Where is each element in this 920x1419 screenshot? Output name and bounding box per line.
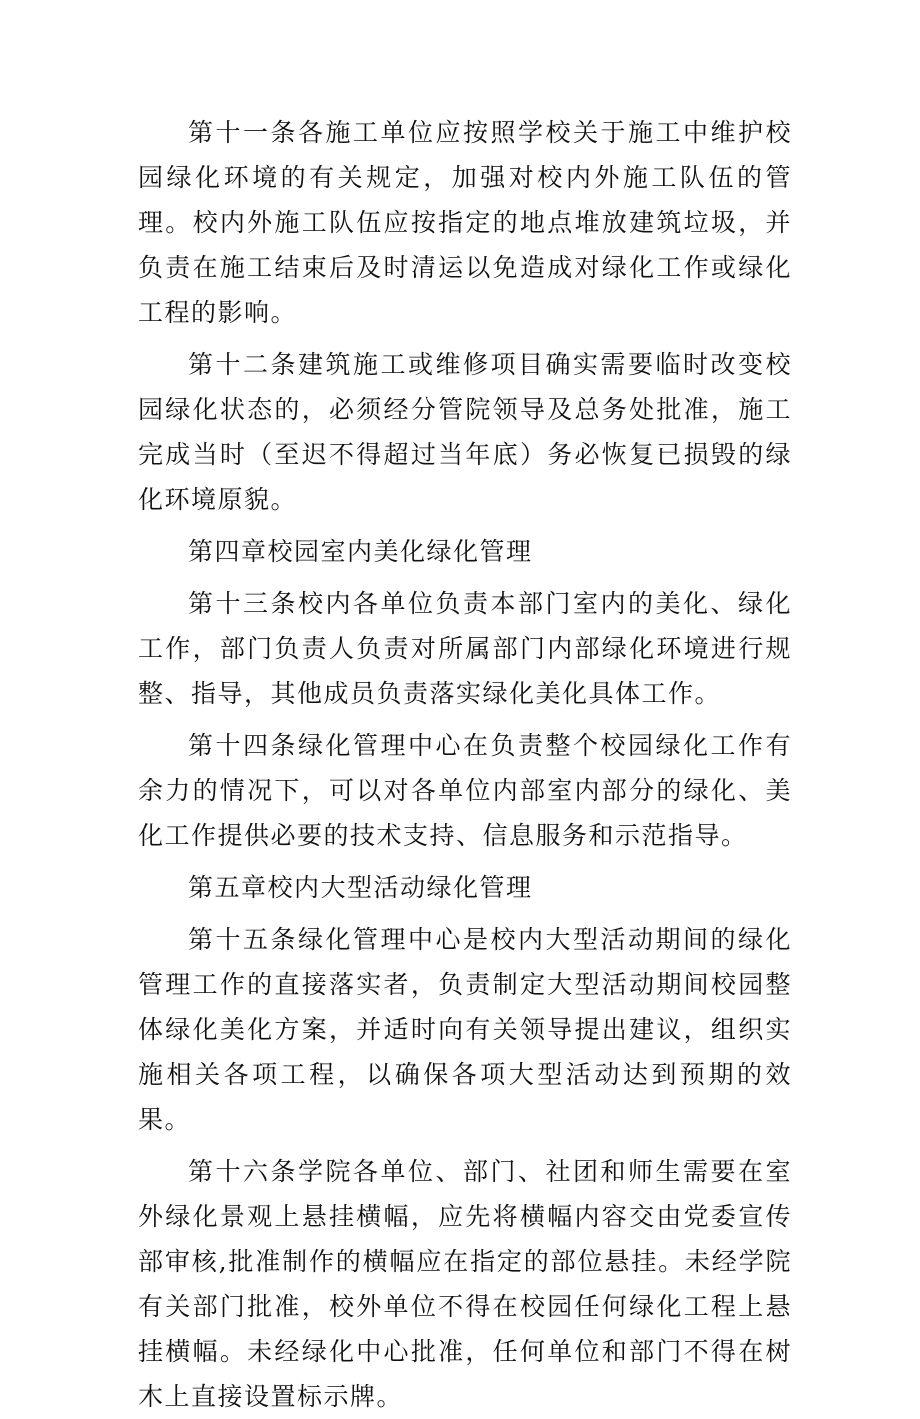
article-12-paragraph: 第十二条建筑施工或维修项目确实需要临时改变校园绿化状态的，必须经分管院领导及总务处批准，施工完成当时（至迟不得超过当年底）务必恢复已损毁的绿化环境原貌。 bbox=[138, 350, 792, 514]
chapter-4-heading: 第四章校园室内美化绿化管理 bbox=[188, 537, 533, 566]
chapter-5-heading: 第五章校内大型活动绿化管理 bbox=[188, 873, 533, 902]
article-11-paragraph: 第十一条各施工单位应按照学校关于施工中维护校园绿化环境的有关规定，加强对校内外施工队伍的管理。校内外施工队伍应按指定的地点堆放建筑垃圾，并负责在施工结束后及时清运以免造成对绿化工作或绿化工程的影响。 bbox=[138, 118, 792, 327]
article-16-paragraph: 第十六条学院各单位、部门、社团和师生需要在室外绿化景观上悬挂横幅，应先将横幅内容交由党委宣传部审核,批准制作的横幅应在指定的部位悬挂。未经学院有关部门批准，校外单位不得在校园任何绿化工程上悬挂横幅。未经绿化中心批准，任何单位和部门不得在树木上直接设置标示牌。 bbox=[138, 1157, 792, 1411]
article-14-paragraph: 第十四条绿化管理中心在负责整个校园绿化工作有余力的情况下，可以对各单位内部室内部分的绿化、美化工作提供必要的技术支持、信息服务和示范指导。 bbox=[138, 731, 792, 850]
article-15-paragraph: 第十五条绿化管理中心是校内大型活动期间的绿化管理工作的直接落实者，负责制定大型活动期间校园整体绿化美化方案，并适时向有关领导提出建议，组织实施相关各项工程，以确保各项大型活动达到预期的效果。 bbox=[138, 925, 792, 1134]
article-13-paragraph: 第十三条校内各单位负责本部门室内的美化、绿化工作，部门负责人负责对所属部门内部绿化环境进行规整、指导，其他成员负责落实绿化美化具体工作。 bbox=[138, 589, 792, 708]
